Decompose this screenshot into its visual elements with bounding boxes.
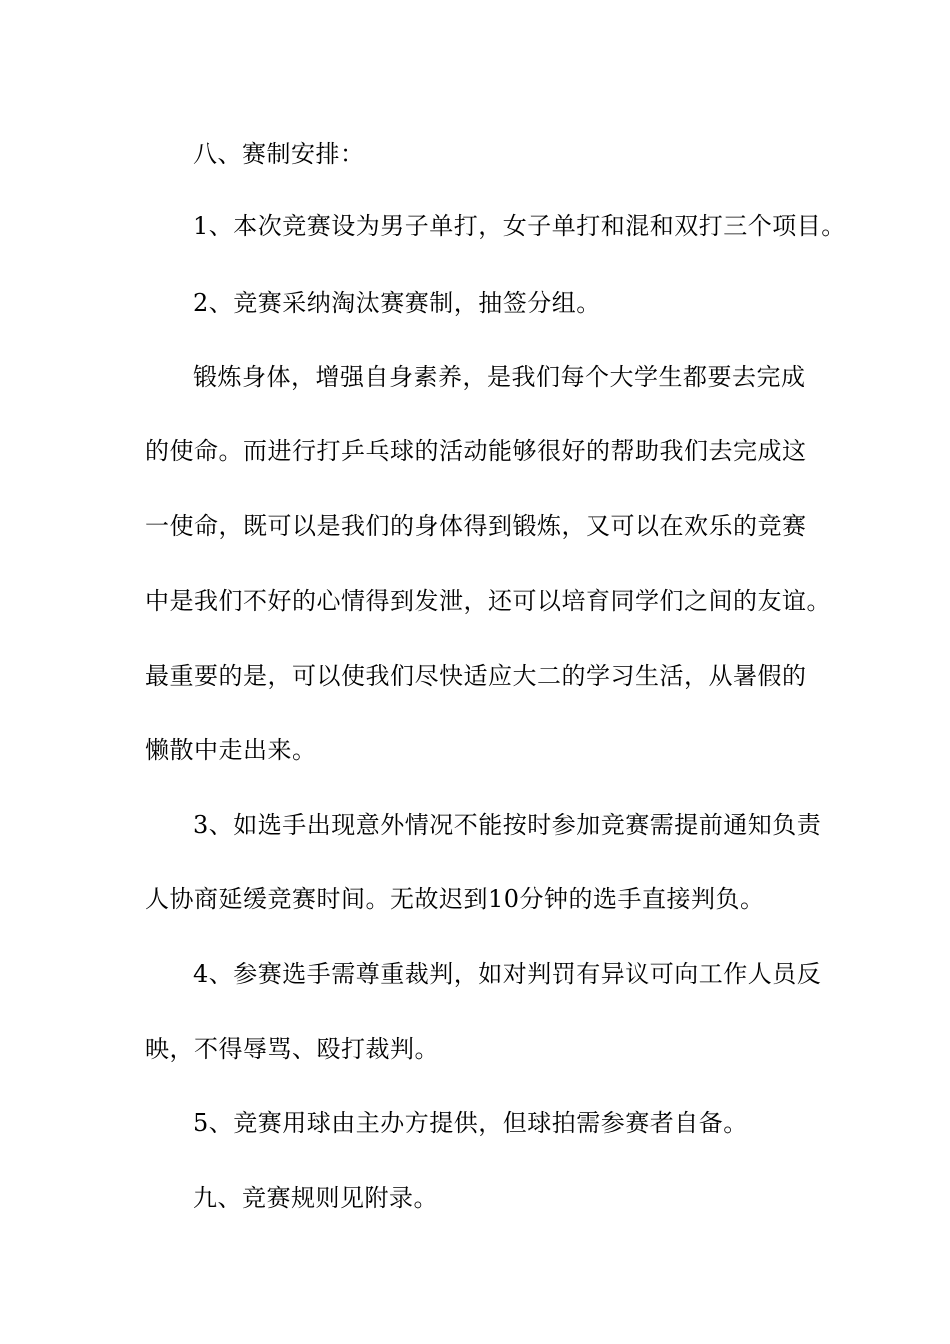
rule-item-1: 1、本次竞赛设为男子单打，女子单打和混和双打三个项目。: [193, 212, 846, 240]
paragraph-line: 懒散中走出来。: [145, 736, 317, 764]
section-heading-8: 八、赛制安排：: [193, 140, 365, 168]
paragraph-line: 锻炼身体，增强自身素养，是我们每个大学生都要去完成: [193, 363, 806, 391]
rule-item-3: 3、如选手出现意外情况不能按时参加竞赛需提前通知负责: [193, 811, 822, 839]
rule-item-3-continued: 人协商延缓竞赛时间。无故迟到10分钟的选手直接判负。: [145, 885, 765, 913]
paragraph-line: 一使命，既可以是我们的身体得到锻炼，又可以在欢乐的竞赛: [145, 512, 807, 540]
paragraph-line: 中是我们不好的心情得到发泄，还可以培育同学们之间的友谊。: [145, 587, 831, 615]
paragraph-line: 最重要的是，可以使我们尽快适应大二的学习生活，从暑假的: [145, 662, 807, 690]
paragraph-line: 的使命。而进行打乒乓球的活动能够很好的帮助我们去完成这: [145, 437, 807, 465]
rule-item-5: 5、竞赛用球由主办方提供，但球拍需参赛者自备。: [193, 1109, 748, 1137]
rule-item-2: 2、竞赛采纳淘汰赛赛制，抽签分组。: [193, 289, 601, 317]
rule-item-4: 4、参赛选手需尊重裁判，如对判罚有异议可向工作人员反: [193, 960, 822, 988]
rule-item-4-continued: 映，不得辱骂、殴打裁判。: [145, 1035, 439, 1063]
section-heading-9: 九、竞赛规则见附录。: [193, 1184, 438, 1212]
